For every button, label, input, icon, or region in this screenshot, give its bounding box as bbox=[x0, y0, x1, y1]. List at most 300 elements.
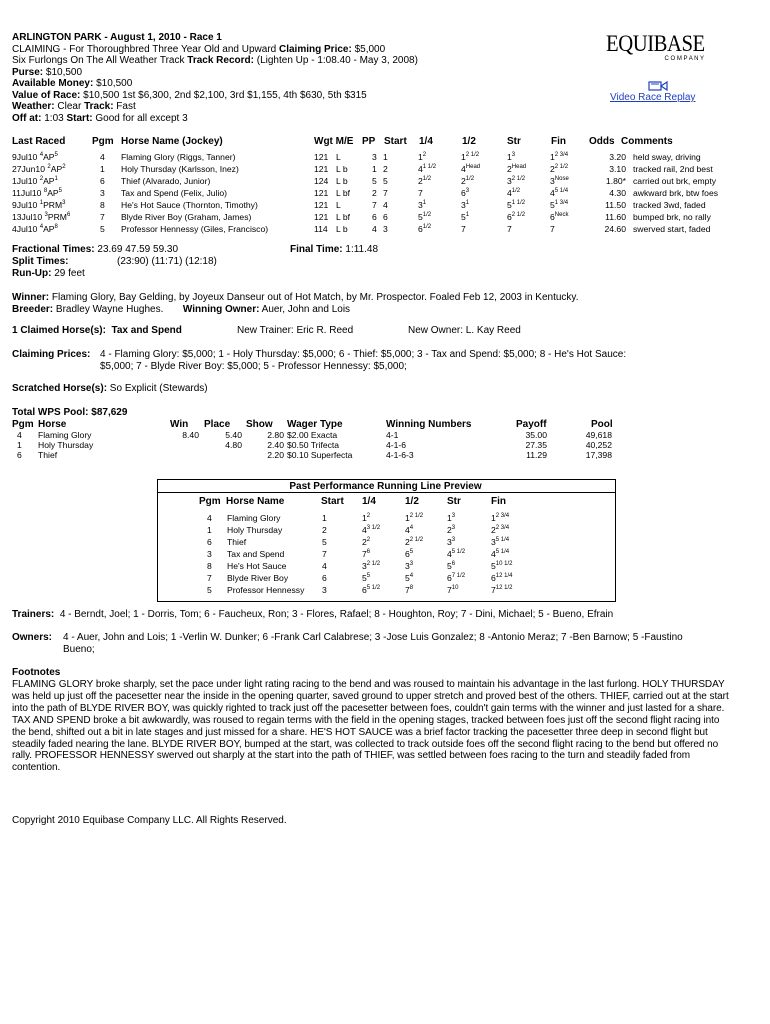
last-raced-finish: 3 bbox=[62, 200, 66, 206]
finish bbox=[550, 187, 568, 199]
last-raced bbox=[12, 187, 62, 199]
ppr-finish-margin: 2 3/4 bbox=[495, 513, 510, 519]
split-times: Split Times: bbox=[12, 256, 69, 267]
copyright: Copyright 2010 Equibase Company LLC. All Rights Reserved. bbox=[12, 815, 287, 826]
last-raced-race: 8 bbox=[43, 188, 48, 194]
half-call-value: 7 bbox=[461, 224, 466, 234]
stretch-call bbox=[507, 187, 520, 199]
comment: swerved start, faded bbox=[633, 224, 711, 234]
ppr-stretch bbox=[447, 524, 455, 536]
ppr-horse: Blyde River Boy bbox=[227, 573, 289, 583]
ppr-half-margin: 4 bbox=[409, 525, 414, 531]
half-call-value: 6 bbox=[461, 188, 466, 198]
ppr-start: 7 bbox=[322, 549, 327, 559]
program-number: 7 bbox=[100, 212, 105, 222]
odds: 4.30 bbox=[609, 188, 626, 198]
comment: tracked 3wd, faded bbox=[633, 200, 706, 210]
new-trainer: New Trainer: Eric R. Reed bbox=[237, 325, 354, 336]
last-raced bbox=[12, 199, 66, 211]
ppr-quarter-value: 7 bbox=[362, 549, 367, 559]
finish bbox=[550, 199, 568, 211]
ppr-half-value: 5 bbox=[405, 573, 410, 583]
weight: 124 bbox=[314, 176, 329, 186]
ppr-half-margin: 5 bbox=[409, 549, 414, 555]
wager-type: $0.50 Trifecta bbox=[287, 440, 340, 450]
last-raced-race: 4 bbox=[39, 152, 44, 158]
med-equip: L bf bbox=[336, 212, 351, 222]
ppr-finish bbox=[491, 524, 509, 536]
stretch-call-value: 5 bbox=[507, 200, 512, 210]
stretch-call-margin: 3 bbox=[511, 152, 516, 158]
show-payout: 2.20 bbox=[267, 450, 284, 460]
post-position: 3 bbox=[372, 152, 377, 162]
weight: 121 bbox=[314, 200, 329, 210]
half-call-margin: 3 bbox=[465, 188, 470, 194]
last-raced bbox=[12, 223, 58, 235]
ppr-finish-margin: 2 3/4 bbox=[495, 525, 510, 531]
comment: held sway, driving bbox=[633, 152, 701, 162]
wps-pgm: 6 bbox=[17, 450, 22, 460]
ppr-stretch-value: 2 bbox=[447, 525, 452, 535]
last-raced-finish: 5 bbox=[58, 188, 63, 194]
stretch-call-margin: Head bbox=[511, 164, 527, 170]
ppr-stretch-margin: 5 1/2 bbox=[451, 549, 466, 555]
finish bbox=[550, 211, 568, 223]
ppr-quarter-value: 6 bbox=[362, 585, 367, 595]
ppr-start: 1 bbox=[322, 513, 327, 523]
quarter-call-margin: 1 1/2 bbox=[422, 164, 437, 170]
place-payout: 4.80 bbox=[225, 440, 242, 450]
last-raced-track: AP bbox=[47, 188, 59, 198]
last-raced-race: 2 bbox=[39, 176, 44, 182]
wps-pgm: 1 bbox=[17, 440, 22, 450]
ppr-stretch-margin: 6 bbox=[451, 561, 456, 567]
quarter-call bbox=[418, 163, 436, 175]
stretch-call bbox=[507, 211, 525, 223]
horse-jockey: Holy Thursday (Karlsson, Inez) bbox=[121, 164, 239, 174]
ppr-stretch bbox=[447, 536, 455, 548]
finish-value: 3 bbox=[550, 176, 555, 186]
ppr-divider bbox=[158, 492, 615, 493]
ppr-finish-margin: 12 1/4 bbox=[495, 573, 513, 579]
wps-rows bbox=[12, 429, 752, 465]
ppr-pgm: 7 bbox=[207, 573, 212, 583]
ppr-horse: Professor Hennessy bbox=[227, 585, 305, 595]
odds: 11.50 bbox=[605, 200, 626, 210]
wps-horse: Flaming Glory bbox=[38, 430, 92, 440]
payoff: 27.35 bbox=[525, 440, 547, 450]
ppr-finish-value: 7 bbox=[491, 585, 496, 595]
ppr-finish-value: 6 bbox=[491, 573, 496, 583]
ppr-half-margin: 2 1/2 bbox=[409, 537, 424, 543]
ppr-finish bbox=[491, 572, 512, 584]
ppr-quarter bbox=[362, 512, 370, 524]
purse: Purse: $10,500 bbox=[12, 66, 83, 78]
video-replay-link[interactable]: Video Race Replay bbox=[610, 92, 696, 103]
ppr-half bbox=[405, 584, 413, 596]
horse-jockey: Blyde River Boy (Graham, James) bbox=[121, 212, 252, 222]
odds: 1.80* bbox=[605, 176, 626, 186]
horse-jockey: Professor Hennessy (Giles, Francisco) bbox=[121, 224, 269, 234]
post-position: 7 bbox=[372, 200, 377, 210]
odds: 11.60 bbox=[605, 212, 626, 222]
program-number: 6 bbox=[100, 176, 105, 186]
last-raced-race: 1 bbox=[39, 200, 44, 206]
winning-numbers: 4-1 bbox=[386, 430, 399, 440]
off-at: Off at: 1:03 Start: Good for all except 3 bbox=[12, 112, 188, 124]
med-equip: L bbox=[336, 152, 341, 162]
half-call bbox=[461, 223, 466, 235]
pool: 49,618 bbox=[585, 430, 612, 440]
ppr-stretch-margin: 3 bbox=[451, 513, 456, 519]
stretch-call bbox=[507, 199, 525, 211]
ppr-half-value: 4 bbox=[405, 525, 410, 535]
ppr-quarter-margin: 2 1/2 bbox=[366, 561, 381, 567]
half-call-margin: 1 bbox=[465, 212, 470, 218]
half-call-value: 5 bbox=[461, 212, 466, 222]
last-raced bbox=[12, 151, 58, 163]
ppr-pgm: 6 bbox=[207, 537, 212, 547]
quarter-call bbox=[418, 211, 431, 223]
last-raced bbox=[12, 211, 70, 223]
quarter-call bbox=[418, 187, 423, 199]
scratched-horses: Scratched Horse(s): So Explicit (Stewards) bbox=[12, 383, 208, 394]
owners-line1: 4 - Auer, John and Lois; 1 -Verlin W. Dunker; 6 -Frank Carl Calabrese; 3 -Jose Luis Gonzalez; 8 -Antonio Meraz; 7 -Ben Barnow; 5 -Faustino bbox=[63, 632, 683, 643]
track-record: Six Furlongs On The All Weather Track Track Record: (Lighten Up - 1:08.40 - May 3, 2008) bbox=[12, 55, 418, 66]
start-pos: 6 bbox=[383, 212, 388, 222]
finish-margin: 1 3/4 bbox=[554, 200, 569, 206]
breeder-info: Breeder: Bradley Wayne Hughes. Winning Owner: Auer, John and Lois bbox=[12, 304, 351, 315]
payoff: 35.00 bbox=[525, 430, 547, 440]
med-equip: L b bbox=[336, 224, 348, 234]
fractional-times: Fractional Times: 23.69 47.59 59.30 bbox=[12, 244, 179, 255]
post-position: 4 bbox=[372, 224, 377, 234]
ppr-half bbox=[405, 512, 423, 524]
quarter-call-value: 4 bbox=[418, 164, 423, 174]
quarter-call bbox=[418, 199, 426, 211]
ppr-finish-value: 4 bbox=[491, 549, 496, 559]
race-title: ARLINGTON PARK - August 1, 2010 - Race 1 bbox=[12, 32, 222, 43]
quarter-call bbox=[418, 175, 431, 187]
quarter-call-value: 7 bbox=[418, 188, 423, 198]
ppr-finish bbox=[491, 512, 509, 524]
quarter-call-value: 5 bbox=[418, 212, 423, 222]
video-icon[interactable] bbox=[648, 80, 668, 92]
finish-margin: 2 3/4 bbox=[554, 152, 569, 158]
ppr-quarter bbox=[362, 560, 380, 572]
half-call bbox=[461, 199, 469, 211]
horse-jockey: Tax and Spend (Felix, Julio) bbox=[121, 188, 228, 198]
equibase-logo: EQUIBASE C O M P A N Y bbox=[606, 31, 705, 62]
ppr-stretch-margin: 3 bbox=[451, 525, 456, 531]
ppr-quarter bbox=[362, 572, 370, 584]
last-raced-date: 11Jul10 bbox=[12, 188, 44, 198]
post-position: 6 bbox=[372, 212, 377, 222]
last-raced-finish: 8 bbox=[54, 224, 58, 230]
ppr-horse: Thief bbox=[227, 537, 247, 547]
claiming-prices-line2: $5,000; 7 - Blyde River Boy: $5,000; 5 - Professor Hennessy: $5,000; bbox=[100, 361, 407, 372]
last-raced-date: 9Jul10 bbox=[12, 152, 40, 162]
half-call-margin: 1/2 bbox=[465, 176, 475, 182]
half-call bbox=[461, 163, 480, 175]
half-call-value: 3 bbox=[461, 200, 466, 210]
ppr-stretch-margin: 7 1/2 bbox=[451, 573, 466, 579]
last-raced-track: PRM bbox=[47, 212, 67, 222]
stretch-call-margin: 1 1/2 bbox=[511, 200, 526, 206]
stretch-call bbox=[507, 223, 512, 235]
wager-type: $0.10 Superfecta bbox=[287, 450, 353, 460]
ppr-stretch bbox=[447, 572, 465, 584]
half-call bbox=[461, 211, 469, 223]
comment: awkward brk, btw foes bbox=[633, 188, 719, 198]
chart-rows bbox=[12, 151, 752, 235]
odds: 3.10 bbox=[609, 164, 626, 174]
quarter-call-margin: 1/2 bbox=[422, 212, 432, 218]
ppr-start: 2 bbox=[322, 525, 327, 535]
weight: 121 bbox=[314, 212, 329, 222]
ppr-finish bbox=[491, 560, 512, 572]
last-raced bbox=[12, 175, 58, 187]
ppr-quarter-margin: 3 1/2 bbox=[366, 525, 381, 531]
show-payout: 2.80 bbox=[267, 430, 284, 440]
ppr-stretch bbox=[447, 512, 455, 524]
footnotes-label: Footnotes bbox=[12, 667, 61, 678]
comment: carried out brk, empty bbox=[633, 176, 717, 186]
last-raced-finish: 1 bbox=[54, 176, 58, 182]
ppr-stretch-value: 1 bbox=[447, 513, 452, 523]
last-raced-track: AP bbox=[43, 176, 55, 186]
finish bbox=[550, 223, 555, 235]
horse-jockey: He's Hot Sauce (Thornton, Timothy) bbox=[121, 200, 258, 210]
ppr-half-margin: 4 bbox=[409, 573, 414, 579]
ppr-quarter-value: 2 bbox=[362, 537, 367, 547]
ppr-stretch-value: 6 bbox=[447, 573, 452, 583]
finish-value: 2 bbox=[550, 164, 555, 174]
last-raced-track: AP bbox=[43, 152, 55, 162]
finish-margin: 5 1/4 bbox=[554, 188, 569, 194]
ppr-quarter-value: 5 bbox=[362, 573, 367, 583]
ppr-horse: Flaming Glory bbox=[227, 513, 281, 523]
wps-header-row: Pgm Horse Win Place Show Wager Type Winning Numbers Payoff Pool bbox=[12, 419, 613, 430]
last-raced-track: AP bbox=[50, 164, 63, 174]
ppr-horse: Tax and Spend bbox=[227, 549, 285, 559]
ppr-pgm: 3 bbox=[207, 549, 212, 559]
wps-horse: Thief bbox=[38, 450, 58, 460]
claimed-horses: 1 Claimed Horse(s): Tax and Spend bbox=[12, 325, 182, 336]
ppr-start: 3 bbox=[322, 585, 327, 595]
half-call-margin: 1 bbox=[465, 200, 470, 206]
footnotes-text: FLAMING GLORY broke sharply, set the pace under light rating racing to the bend and was roused to maintain his advantage in the last furlong. HOLY THURSDAY was held up just off the pacesetter near the inside in the opening quarter, saved ground to upper stretch and proved best of the others. THIEF, carried out at the start into the path of BLYDE RIVER BOY, was quickly righted to track just off the pacesetter between foes, couldn't gain terms with the winner and just lasted for a share. TAX AND SPEND broke a bit awkwardly, was roused to regain terms with the field in the opening stages, tracked between foes just off the second flight racing into the bend, shifted out a bit in late stages and just missed for a share. HE'S HOT SAUCE was a brief factor tracking the pacesetter three deep in second flight but steadily faded nearing the lane. BLYDE RIVER BOY, bumped at the start, was collected to track outside foes off the second flight racing to the bend but offered no rally. PROFESSOR HENNESSY swerved out sharply at the start into the path of THIEF, was settled between foes racing to the turn and steadily faded from contention. bbox=[12, 679, 729, 774]
ppr-quarter bbox=[362, 548, 370, 560]
last-raced-track: AP bbox=[43, 224, 55, 234]
ppr-half-margin: 8 bbox=[409, 585, 414, 591]
post-position: 5 bbox=[372, 176, 377, 186]
last-raced-date: 13Jul10 bbox=[12, 212, 45, 222]
ppr-finish-margin: 5 1/4 bbox=[495, 549, 510, 555]
ppr-half-value: 6 bbox=[405, 549, 410, 559]
stretch-call-margin: 1/2 bbox=[511, 188, 521, 194]
finish-value: 1 bbox=[550, 152, 555, 162]
ppr-header-row: Pgm Horse Name Start 1/4 1/2 Str Fin bbox=[199, 496, 506, 507]
ppr-finish-margin: 5 1/4 bbox=[495, 537, 510, 543]
last-raced-race: 3 bbox=[44, 212, 48, 218]
stretch-call-margin: 2 1/2 bbox=[511, 212, 526, 218]
ppr-quarter-value: 3 bbox=[362, 561, 367, 571]
ppr-pgm: 5 bbox=[207, 585, 212, 595]
ppr-stretch bbox=[447, 584, 458, 596]
quarter-call-value: 6 bbox=[418, 224, 423, 234]
quarter-call-value: 2 bbox=[418, 176, 423, 186]
winning-numbers: 4-1-6-3 bbox=[386, 450, 414, 460]
program-number: 3 bbox=[100, 188, 105, 198]
ppr-stretch bbox=[447, 548, 465, 560]
place-payout: 5.40 bbox=[225, 430, 242, 440]
program-number: 4 bbox=[100, 152, 105, 162]
ppr-stretch-margin: 3 bbox=[451, 537, 456, 543]
chart-header-row: Last Raced Pgm Horse Name (Jockey) Wgt M/E PP Start 1/4 1/2 Str Fin Odds Comments bbox=[12, 136, 673, 147]
winner-info: Winner: Flaming Glory, Bay Gelding, by Joyeux Danseur out of Hot Match, by Mr. Prospector. Foaled Feb 12, 2003 in Kentucky. bbox=[12, 292, 579, 303]
med-equip: L b bbox=[336, 164, 348, 174]
owners-line2: Bueno; bbox=[63, 644, 95, 655]
finish-value: 4 bbox=[550, 188, 555, 198]
ppr-finish bbox=[491, 548, 509, 560]
ppr-finish-margin: 12 1/2 bbox=[495, 585, 513, 591]
ppr-finish-value: 3 bbox=[491, 537, 496, 547]
ppr-quarter-value: 1 bbox=[362, 513, 367, 523]
quarter-call-margin: 2 bbox=[422, 152, 427, 158]
value-of-race: Value of Race: $10,500 1st $6,300, 2nd $2,100, 3rd $1,155, 4th $630, 5th $315 bbox=[12, 89, 367, 101]
ppr-quarter bbox=[362, 584, 380, 596]
ppr-stretch bbox=[447, 560, 455, 572]
ppr-half bbox=[405, 560, 413, 572]
ppr-finish-margin: 10 1/2 bbox=[495, 561, 513, 567]
ppr-stretch-value: 5 bbox=[447, 561, 452, 571]
weight: 121 bbox=[314, 188, 329, 198]
quarter-call-margin: 1/2 bbox=[422, 176, 432, 182]
half-call-value: 1 bbox=[461, 152, 466, 162]
last-raced-finish: 2 bbox=[62, 164, 66, 170]
ppr-half-value: 1 bbox=[405, 513, 410, 523]
last-raced bbox=[12, 163, 66, 175]
half-call bbox=[461, 175, 474, 187]
show-payout: 2.40 bbox=[267, 440, 284, 450]
last-raced-race: 2 bbox=[47, 164, 51, 170]
ppr-finish-value: 1 bbox=[491, 513, 496, 523]
half-call bbox=[461, 151, 479, 163]
last-raced-date: 9Jul10 bbox=[12, 200, 40, 210]
race-conditions: CLAIMING - For Thoroughbred Three Year Old and Upward Claiming Price: $5,000 bbox=[12, 43, 386, 55]
win-payout: 8.40 bbox=[182, 430, 199, 440]
ppr-half bbox=[405, 524, 413, 536]
stretch-call bbox=[507, 151, 515, 163]
quarter-call-margin: 1 bbox=[422, 200, 427, 206]
ppr-quarter-margin: 2 bbox=[366, 513, 371, 519]
finish bbox=[550, 163, 568, 175]
ppr-finish bbox=[491, 536, 509, 548]
ppr-half bbox=[405, 536, 423, 548]
comment: bumped brk, no rally bbox=[633, 212, 711, 222]
final-time: Final Time: 1:11.48 bbox=[290, 244, 379, 255]
stretch-call-value: 1 bbox=[507, 152, 512, 162]
horse-jockey: Thief (Alvarado, Junior) bbox=[121, 176, 211, 186]
ppr-start: 6 bbox=[322, 573, 327, 583]
post-position: 1 bbox=[372, 164, 377, 174]
claiming-prices-line1: 4 - Flaming Glory: $5,000; 1 - Holy Thursday: $5,000; 6 - Thief: $5,000; 3 - Tax and Spend: $5,000; 8 - He's Hot Sauce: bbox=[100, 349, 627, 360]
half-call bbox=[461, 187, 469, 199]
stretch-call-value: 4 bbox=[507, 188, 512, 198]
finish bbox=[550, 175, 569, 187]
weight: 121 bbox=[314, 164, 329, 174]
finish-margin: Nose bbox=[554, 176, 569, 182]
post-position: 2 bbox=[372, 188, 377, 198]
ppr-quarter bbox=[362, 536, 370, 548]
ppr-pgm: 8 bbox=[207, 561, 212, 571]
total-wps-pool: Total WPS Pool: $87,629 bbox=[12, 407, 128, 418]
odds: 3.20 bbox=[609, 152, 626, 162]
quarter-call-value: 1 bbox=[418, 152, 423, 162]
half-call-value: 2 bbox=[461, 176, 466, 186]
finish-margin: Neck bbox=[554, 212, 569, 218]
ppr-half-margin: 3 bbox=[409, 561, 414, 567]
ppr-quarter-margin: 2 bbox=[366, 537, 371, 543]
stretch-call-margin: 2 1/2 bbox=[511, 176, 526, 182]
last-raced-date: 4Jul10 bbox=[12, 224, 40, 234]
wager-type: $2.00 Exacta bbox=[287, 430, 338, 440]
comment: tracked rail, 2nd best bbox=[633, 164, 713, 174]
new-owner: New Owner: L. Kay Reed bbox=[408, 325, 521, 336]
pool: 17,398 bbox=[585, 450, 612, 460]
stretch-call-value: 3 bbox=[507, 176, 512, 186]
program-number: 1 bbox=[100, 164, 105, 174]
med-equip: L b bbox=[336, 176, 348, 186]
ppr-pgm: 1 bbox=[207, 525, 212, 535]
ppr-stretch-margin: 10 bbox=[451, 585, 459, 591]
last-raced-date: 1Jul10 bbox=[12, 176, 40, 186]
ppr-pgm: 4 bbox=[207, 513, 212, 523]
winning-numbers: 4-1-6 bbox=[386, 440, 407, 450]
ppr-half-margin: 2 1/2 bbox=[409, 513, 424, 519]
start-pos: 5 bbox=[383, 176, 388, 186]
ppr-quarter-value: 4 bbox=[362, 525, 367, 535]
ppr-half-value: 7 bbox=[405, 585, 410, 595]
ppr-half bbox=[405, 572, 413, 584]
med-equip: L bf bbox=[336, 188, 351, 198]
last-raced-finish: 6 bbox=[66, 212, 71, 218]
ppr-half-value: 3 bbox=[405, 561, 410, 571]
odds: 24.60 bbox=[604, 224, 626, 234]
ppr-start: 4 bbox=[322, 561, 327, 571]
last-raced-date: 27Jun10 bbox=[12, 164, 48, 174]
half-call-margin: 2 1/2 bbox=[465, 152, 480, 158]
quarter-call bbox=[418, 223, 431, 235]
available-money: Available Money: $10,500 bbox=[12, 78, 133, 89]
start-pos: 7 bbox=[383, 188, 388, 198]
ppr-quarter-margin: 5 bbox=[366, 573, 371, 579]
horse-jockey: Flaming Glory (Riggs, Tanner) bbox=[121, 152, 236, 162]
ppr-horse: Holy Thursday bbox=[227, 525, 283, 535]
ppr-finish bbox=[491, 584, 512, 596]
half-call-value: 4 bbox=[461, 164, 466, 174]
ppr-stretch-value: 3 bbox=[447, 537, 452, 547]
stretch-call-value: 2 bbox=[507, 164, 512, 174]
pool: 40,252 bbox=[585, 440, 612, 450]
ppr-quarter-margin: 6 bbox=[366, 549, 371, 555]
program-number: 5 bbox=[100, 224, 105, 234]
ppr-title: Past Performance Running Line Preview bbox=[289, 481, 482, 492]
finish-value: 7 bbox=[550, 224, 555, 234]
start-pos: 4 bbox=[383, 200, 388, 210]
finish-value: 6 bbox=[550, 212, 555, 222]
